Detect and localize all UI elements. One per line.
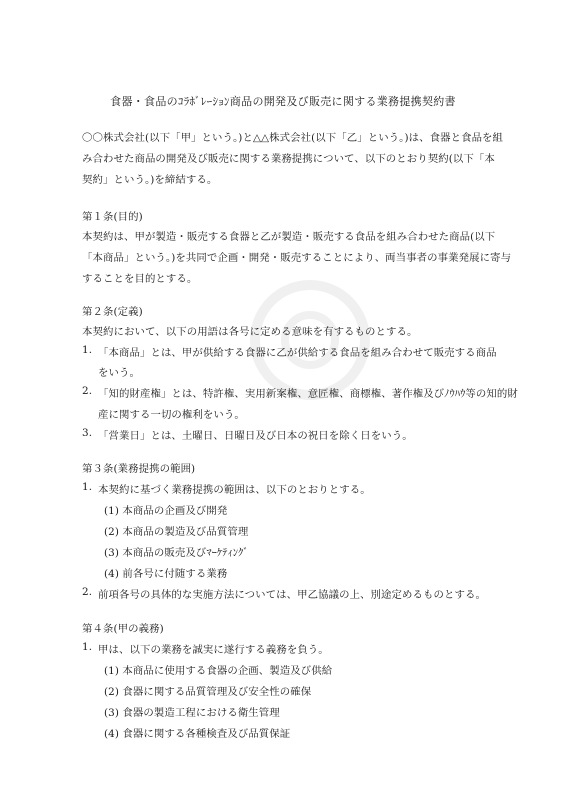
list-number: 2.: [82, 385, 93, 397]
sub-item: (3) 食器の製造工程における衛生管理: [104, 707, 280, 719]
list-number: 3.: [82, 427, 93, 439]
article-1-body: 「本商品」という。)を共同で企画・開発・販売することにより、両当事者の事業発展に寄与: [82, 252, 512, 264]
article-4-item: 甲は、以下の業務を誠実に遂行する義務を負う。: [98, 644, 329, 656]
list-number: 1.: [82, 641, 93, 653]
article-1-body: することを目的とする。: [82, 273, 198, 285]
list-number: 2.: [82, 586, 93, 598]
definition-item-cont: をいう。: [98, 367, 140, 379]
definition-item: 「営業日」とは、土曜日、日曜日及び日本の祝日を除く日をいう。: [98, 430, 413, 442]
sub-item: (4) 食器に関する各種検査及び品質保証: [104, 728, 291, 740]
article-3-heading: 第３条(業務提携の範囲): [82, 463, 196, 475]
definition-item-cont: 産に関する一切の権利をいう。: [98, 409, 245, 421]
article-3-item: 本契約に基づく業務提携の範囲は、以下のとおりとする。: [98, 484, 371, 496]
definition-item: 「本商品」とは、甲が供給する食器に乙が供給する食品を組み合わせて販売する商品: [98, 347, 497, 359]
document-title: 食器・食品のｺﾗﾎﾞﾚｰｼｮﾝ商品の開発及び販売に関する業務提携契約書: [110, 95, 456, 108]
definition-item: 「知的財産権」とは、特許権、実用新案権、意匠権、商標権、著作権及びﾉｳﾊｳ等の知的財: [98, 388, 518, 400]
article-1-body: 本契約は、甲が製造・販売する食器と乙が製造・販売する食品を組み合わせた商品(以下: [82, 231, 496, 243]
sub-item: (2) 食器に関する品質管理及び安全性の確保: [104, 686, 312, 698]
sub-item: (3) 本商品の販売及びﾏｰｹﾃｨﾝｸﾞ: [104, 547, 249, 559]
list-number: 1.: [82, 344, 93, 356]
sub-item: (2) 本商品の製造及び品質管理: [104, 526, 249, 538]
intro-line: 契約」という。)を締結する。: [82, 174, 218, 186]
sub-item: (1) 本商品に使用する食器の企画、製造及び供給: [104, 665, 333, 677]
article-1-heading: 第１条(目的): [82, 211, 143, 223]
watermark-logo: [180, 270, 440, 450]
article-4-heading: 第４条(甲の義務): [82, 623, 164, 635]
article-2-heading: 第２条(定義): [82, 306, 143, 318]
sub-item: (1) 本商品の企画及び開発: [104, 505, 228, 517]
sub-item: (4) 前各号に付随する業務: [104, 568, 228, 580]
article-2-lead: 本契約において、以下の用語は各号に定める意味を有するものとする。: [82, 326, 418, 338]
intro-line: み合わせた商品の開発及び販売に関する業務提携について、以下のとおり契約(以下「本: [82, 153, 495, 165]
intro-line: 〇〇株式会社(以下「甲」という。)と△△株式会社(以下「乙」という。)は、食器と食品を組: [82, 132, 504, 144]
list-number: 1.: [82, 481, 93, 493]
article-3-item: 前項各号の具体的な実施方法については、甲乙協議の上、別途定めるものとする。: [98, 589, 486, 601]
